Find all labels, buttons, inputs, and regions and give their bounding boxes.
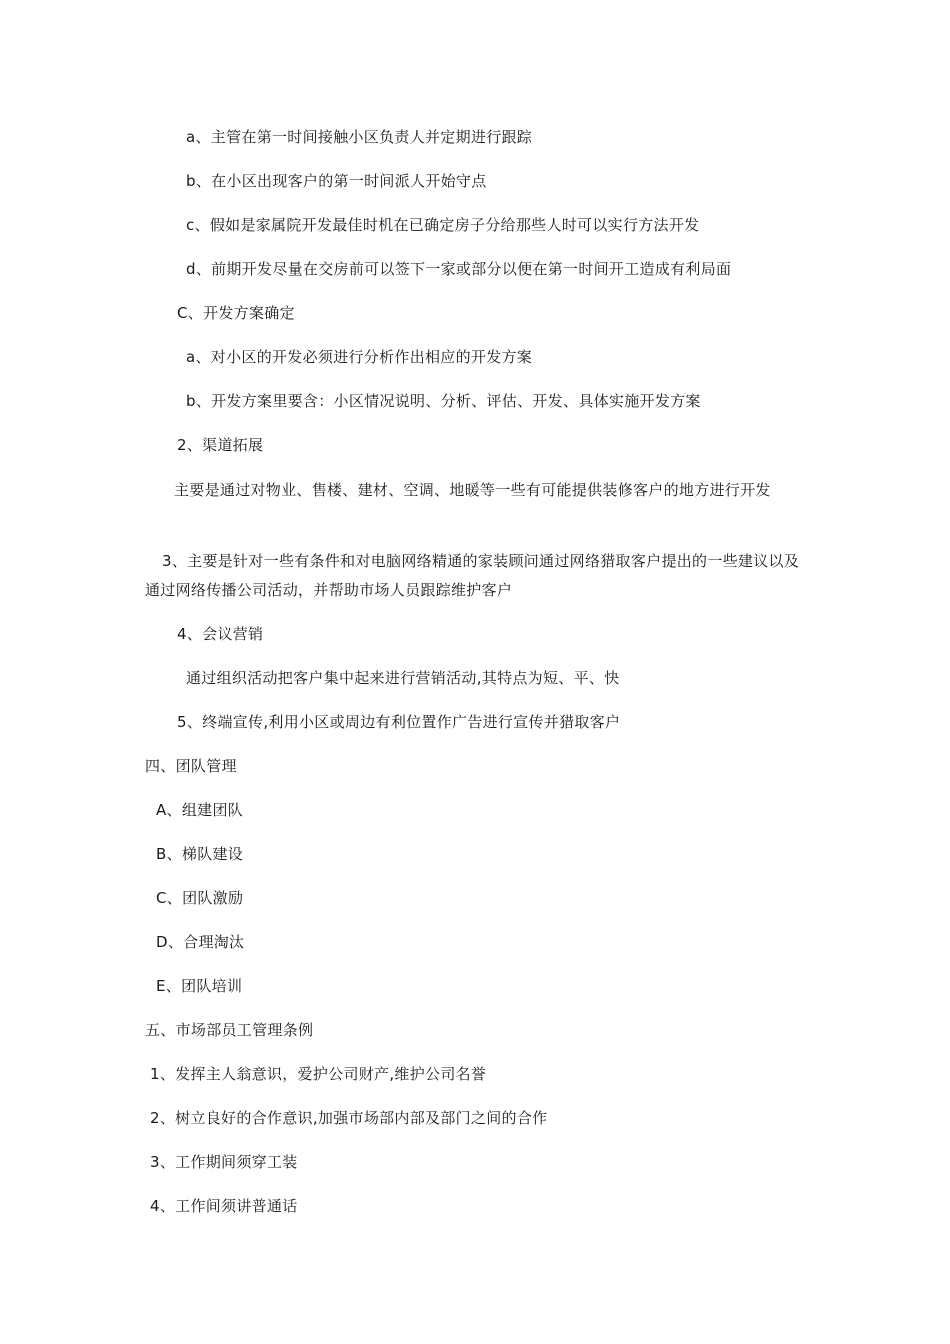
text-line: 4、会议营销: [177, 625, 264, 643]
text-line: A、组建团队: [156, 801, 244, 819]
text-line: 2、树立良好的合作意识,加强市场部内部及部门之间的合作: [150, 1109, 548, 1127]
text-line: E、团队培训: [156, 977, 243, 995]
text-line: D、合理淘汰: [156, 933, 245, 951]
text-line: d、前期开发尽量在交房前可以签下一家或部分以便在第一时间开工造成有利局面: [186, 260, 732, 278]
text-line: a、对小区的开发必须进行分析作出相应的开发方案: [186, 348, 533, 366]
text-line: c、假如是家属院开发最佳时机在已确定房子分给那些人时可以实行方法开发: [186, 216, 700, 234]
text-paragraph: 主要是通过对物业、售楼、建材、空调、地暖等一些有可能提供装修客户的地方进行开发: [174, 481, 771, 499]
text-line: 通过组织活动把客户集中起来进行营销活动,其特点为短、平、快: [186, 669, 620, 687]
text-line: 5、终端宣传,利用小区或周边有利位置作广告进行宣传并猎取客户: [177, 713, 621, 731]
text-line: C、团队激励: [156, 889, 244, 907]
text-line: b、开发方案里要含：小区情况说明、分析、评估、开发、具体实施开发方案: [186, 392, 701, 410]
text-line: 3、工作期间须穿工装: [150, 1153, 298, 1171]
text-line: C、开发方案确定: [177, 304, 295, 322]
text-line: B、梯队建设: [156, 845, 244, 863]
section-heading: 四、团队管理: [145, 757, 237, 775]
text-line: 2、渠道拓展: [177, 436, 264, 454]
text-line: 1、发挥主人翁意识，爱护公司财产,维护公司名誉: [150, 1065, 487, 1083]
text-line: a、主管在第一时间接触小区负责人并定期进行跟踪: [186, 128, 533, 146]
text-line: 4、工作间须讲普通话: [150, 1197, 298, 1215]
section-heading: 五、市场部员工管理条例: [145, 1021, 314, 1039]
text-line: b、在小区出现客户的第一时间派人开始守点: [186, 172, 487, 190]
text-paragraph: 3、主要是针对一些有条件和对电脑网络精通的家装顾问通过网络猎取客户提出的一些建议以及通过网络传播公司活动，并帮助市场人员跟踪维护客户: [145, 552, 800, 599]
